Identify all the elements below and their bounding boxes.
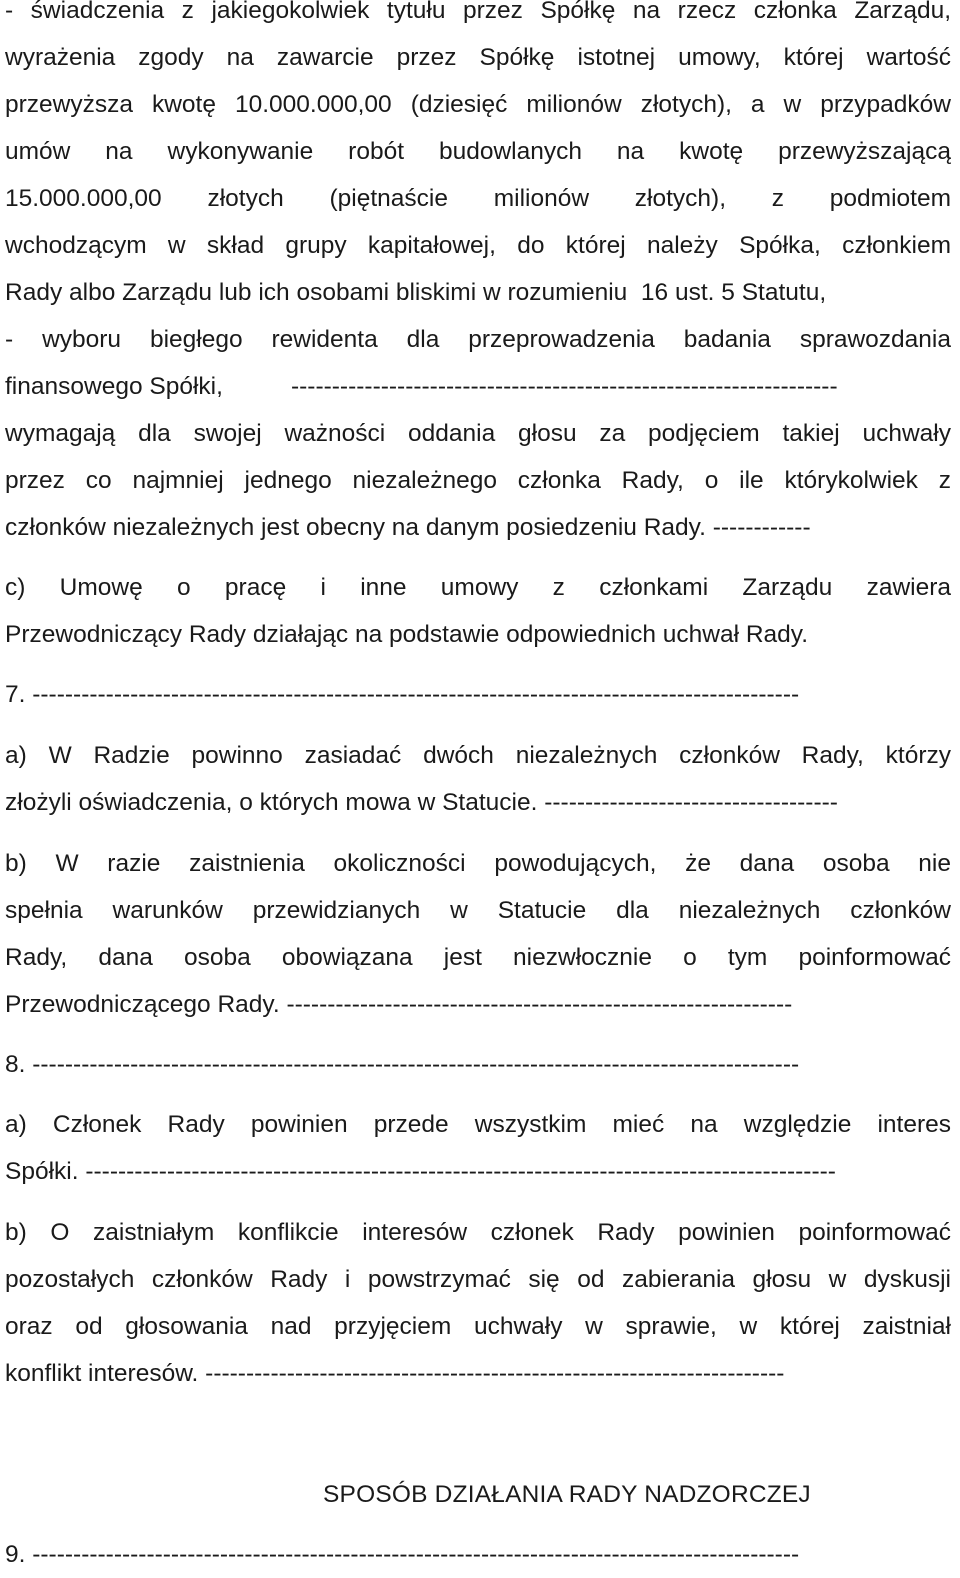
text-line-4: umów na wykonywanie robót budowlanych na kwotę przewyższającą: [5, 138, 951, 165]
text-line-8: - wyboru biegłego rewidenta dla przeprowadzenia badania sprawozdania: [5, 326, 951, 353]
text-line-7: Rady albo Zarządu lub ich osobami bliskimi w rozumieniu 16 ust. 5 Statutu,: [5, 279, 827, 306]
text-line-16: a) W Radzie powinno zasiadać dwóch niezależnych członków Rady, którzy: [5, 742, 951, 769]
text-line-2: wyrażenia zgody na zawarcie przez Spółkę istotnej umowy, której wartość: [5, 44, 951, 71]
text-line-20: Rady, dana osoba obowiązana jest niezwłocznie o tym poinformować: [5, 944, 951, 971]
section-9-number: 9. ----------------------------------------------------------------------------------------------: [5, 1541, 800, 1568]
text-line-23: a) Członek Rady powinien przede wszystkim mieć na względzie interes: [5, 1111, 951, 1138]
text-line-21: Przewodniczącego Rady. --------------------------------------------------------------: [5, 991, 793, 1018]
text-line-13: c) Umowę o pracę i inne umowy z członkami Zarządu zawiera: [5, 574, 951, 601]
section-heading: SPOSÓB DZIAŁANIA RADY NADZORCZEJ: [323, 1481, 811, 1508]
text-line-12: członków niezależnych jest obecny na danym posiedzeniu Rady. ------------: [5, 514, 811, 541]
text-line-28: konflikt interesów. -----------------------------------------------------------------------: [5, 1360, 785, 1387]
text-line-1: - świadczenia z jakiegokolwiek tytułu przez Spółkę na rzecz członka Zarządu,: [5, 0, 951, 24]
text-line-10: wymagają dla swojej ważności oddania głosu za podjęciem takiej uchwały: [5, 420, 951, 447]
text-line-9: finansowego Spółki, -------------------------------------------------------------------: [5, 373, 838, 400]
text-line-25: b) O zaistniałym konflikcie interesów członek Rady powinien poinformować: [5, 1219, 951, 1246]
text-line-17: złożyli oświadczenia, o których mowa w Statucie. ------------------------------------: [5, 789, 838, 816]
text-line-3: przewyższa kwotę 10.000.000,00 (dziesięć milionów złotych), a w przypadków: [5, 91, 951, 118]
text-line-6: wchodzącym w skład grupy kapitałowej, do której należy Spółka, członkiem: [5, 232, 951, 259]
section-8-number: 8. ----------------------------------------------------------------------------------------------: [5, 1051, 800, 1078]
text-line-27: oraz od głosowania nad przyjęciem uchwały w sprawie, w której zaistniał: [5, 1313, 951, 1340]
section-7-number: 7. ----------------------------------------------------------------------------------------------: [5, 681, 800, 708]
text-line-11: przez co najmniej jednego niezależnego członka Rady, o ile którykolwiek z: [5, 467, 951, 494]
text-line-14: Przewodniczący Rady działając na podstawie odpowiednich uchwał Rady.: [5, 621, 809, 648]
text-line-5: 15.000.000,00 złotych (piętnaście milionów złotych), z podmiotem: [5, 185, 951, 212]
text-line-18: b) W razie zaistnienia okoliczności powodujących, że dana osoba nie: [5, 850, 951, 877]
text-line-19: spełnia warunków przewidzianych w Statucie dla niezależnych członków: [5, 897, 951, 924]
text-line-24: Spółki. --------------------------------------------------------------------------------------------: [5, 1158, 836, 1185]
text-line-26: pozostałych członków Rady i powstrzymać się od zabierania głosu w dyskusji: [5, 1266, 951, 1293]
